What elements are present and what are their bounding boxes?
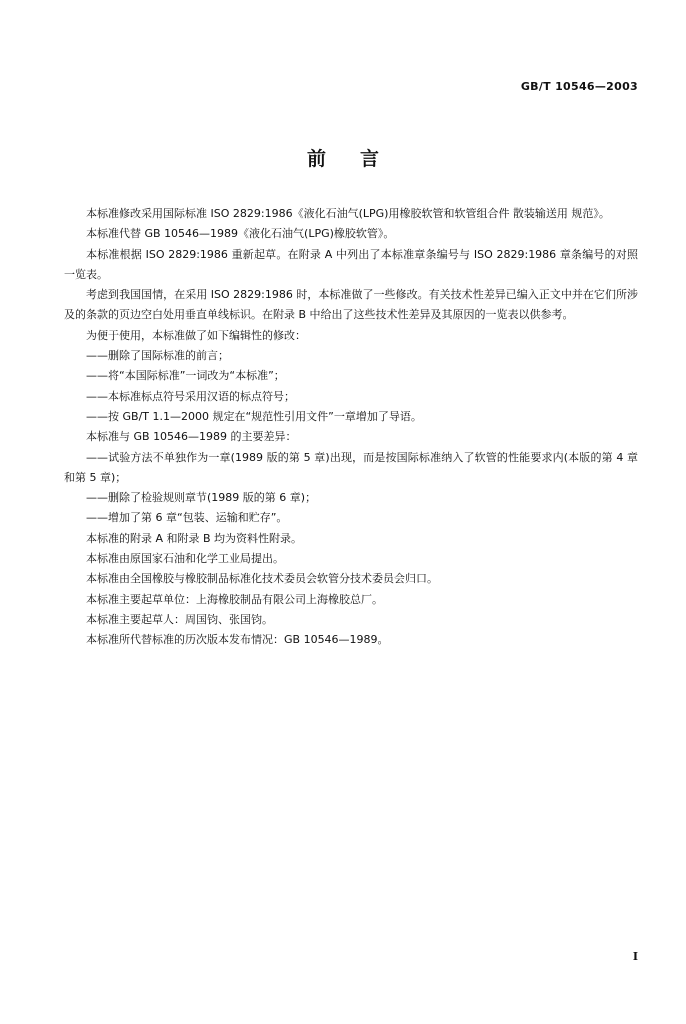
paragraph: 本标准的附录 A 和附录 B 均为资料性附录。: [86, 531, 303, 545]
paragraph: 本标准主要起草单位：上海橡胶制品有限公司上海橡胶总厂。: [86, 592, 383, 606]
paragraph: 本标准根据 ISO 2829:1986 重新起草。在附录 A 中列出了本标准章条编号与 ISO 2829:1986 章条编号的对照一览表。: [64, 247, 638, 281]
paragraph: 为便于使用，本标准做了如下编辑性的修改：: [86, 328, 306, 342]
paragraph: 本标准所代替标准的历次版本发布情况：GB 10546—1989。: [86, 633, 389, 647]
paragraph: 本标准由全国橡胶与橡胶制品标准化技术委员会软管分技术委员会归口。: [86, 572, 438, 586]
list-item: ——按 GB/T 1.1—2000 规定在“规范性引用文件”一章增加了导语。: [86, 409, 422, 423]
standard-code: GB/T 10546—2003: [520, 80, 638, 93]
list-item: ——本标准标点符号采用汉语的标点符号；: [86, 389, 295, 403]
paragraph: 本标准代替 GB 10546—1989《液化石油气(LPG)橡胶软管》。: [86, 227, 395, 241]
paragraph: 本标准主要起草人：周国钧、张国钧。: [86, 612, 273, 626]
paragraph: 本标准由原国家石油和化学工业局提出。: [86, 552, 284, 566]
page-number: I: [632, 950, 638, 963]
paragraph: 考虑到我国国情，在采用 ISO 2829:1986 时，本标准做了一些修改。有关技术性差异已编入正文中并在它们所涉及的条款的页边空白处用垂直单线标识。在附录 B 中给出了这些技术性差异及其原因的一览表以供参考。: [64, 288, 638, 322]
list-item: ——将“本国际标准”一词改为“本标准”；: [86, 369, 285, 383]
paragraph: 本标准修改采用国际标准 ISO 2829:1986《液化石油气(LPG)用橡胶软管和软管组合件 散装输送用 规范》。: [86, 207, 610, 220]
list-item: ——删除了检验规则章节(1989 版的第 6 章)；: [86, 491, 317, 505]
list-item: ——试验方法不单独作为一章(1989 版的第 5 章)出现，而是按国际标准纳入了软管的性能要求内(本版的第 4 章和第 5 章)；: [64, 450, 638, 484]
paragraph: 本标准与 GB 10546—1989 的主要差异：: [86, 430, 297, 444]
list-item: ——增加了第 6 章“包装、运输和贮存”。: [86, 511, 288, 525]
document-body: [64, 204, 638, 651]
page-title: 前言: [306, 148, 413, 170]
list-item: ——删除了国际标准的前言；: [86, 349, 229, 363]
